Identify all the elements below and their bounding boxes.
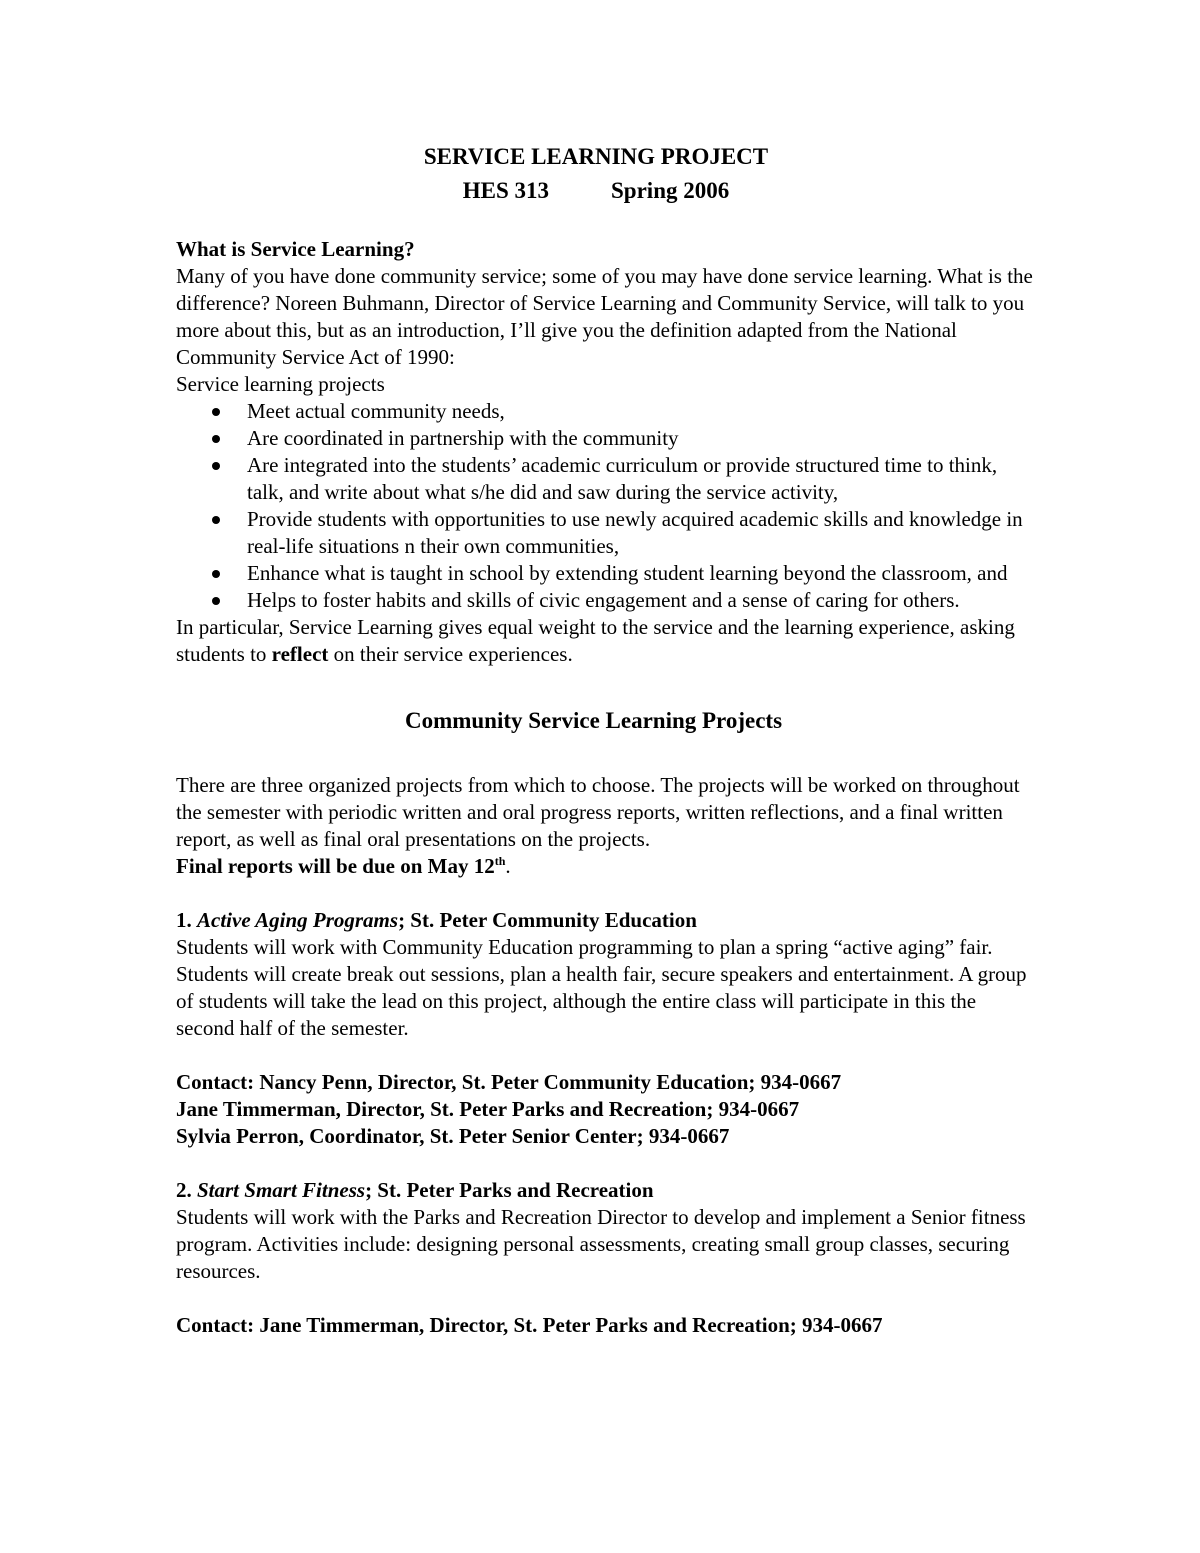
list-item-text: Are coordinated in partnership with the community <box>247 426 679 450</box>
course-term: Spring 2006 <box>611 178 730 203</box>
list-lead: Service learning projects <box>176 372 385 396</box>
bullet-icon <box>212 462 220 470</box>
document-title: SERVICE LEARNING PROJECT <box>423 144 769 169</box>
list-item <box>176 398 1036 425</box>
projects-heading: Community Service Learning Projects <box>404 708 783 733</box>
bullet-icon <box>212 408 220 416</box>
list-item <box>176 587 1036 614</box>
bullet-icon <box>212 435 220 443</box>
project-name: Start Smart Fitness <box>197 1178 366 1202</box>
project-title: 2. Start Smart Fitness; St. Peter Parks and Recreation <box>176 1178 654 1202</box>
bullet-icon <box>212 597 220 605</box>
project-description: Students will work with the Parks and Recreation Director to develop and implement a Senior fitness program. Activities include: designing personal assessments, creating small group classes, securing resources. <box>176 1205 1026 1283</box>
intro-heading: What is Service Learning? <box>176 237 415 261</box>
list-item-text: Enhance what is taught in school by extending student learning beyond the classroom, and <box>247 561 1008 585</box>
reflect-emphasis: reflect <box>271 642 329 666</box>
course-code: HES 313 <box>462 178 550 203</box>
list-item-text: Helps to foster habits and skills of civic engagement and a sense of caring for others. <box>247 588 960 612</box>
project-2 <box>176 1177 1036 1339</box>
document-page <box>176 140 1036 1339</box>
project-contact: Sylvia Perron, Coordinator, St. Peter Senior Center; 934-0667 <box>176 1124 730 1148</box>
project-contact: Contact: Nancy Penn, Director, St. Peter Community Education; 934-0667 <box>176 1070 842 1094</box>
list-item <box>176 560 1036 587</box>
list-item <box>176 452 1036 506</box>
bullet-icon <box>212 570 220 578</box>
intro-closing: In particular, Service Learning gives equal weight to the service and the learning experience, asking students to reflect on their service experiences. <box>176 615 1015 666</box>
course-line <box>156 174 1036 208</box>
title-block <box>156 140 1036 208</box>
projects-overview: There are three organized projects from which to choose. The projects will be worked on throughout the semester with periodic written and oral progress reports, written reflections, and a final written report, as well as final oral presentations on the projects. Final reports will be due on May 12th. <box>176 773 1020 878</box>
list-item-text: Meet actual community needs, <box>247 399 505 423</box>
project-name: Active Aging Programs <box>197 908 399 932</box>
due-date: Final reports will be due on May 12th <box>176 854 506 878</box>
project-description: Students will work with Community Education programming to plan a spring “active aging” fair. Students will create break out sessions, plan a health fair, secure speakers and entertainment. A group of students will take the lead on this project, although the entire class will participate in this the second half of the semester. <box>176 935 1027 1040</box>
service-learning-criteria-list <box>176 398 1036 614</box>
project-contact: Jane Timmerman, Director, St. Peter Parks and Recreation; 934-0667 <box>176 1097 800 1121</box>
project-contact: Contact: Jane Timmerman, Director, St. Peter Parks and Recreation; 934-0667 <box>176 1313 883 1337</box>
bullet-icon <box>212 516 220 524</box>
project-1 <box>176 907 1036 1150</box>
list-item <box>176 506 1036 560</box>
intro-paragraph: Many of you have done community service; some of you may have done service learning. What is the difference? Noreen Buhmann, Director of Service Learning and Community Service, will talk to you more about this, but as an introduction, I’ll give you the definition adapted from the National Community Service Act of 1990: <box>176 264 1033 369</box>
list-item-text: Are integrated into the students’ academic curriculum or provide structured time to think, talk, and write about what s/he did and saw during the service activity, <box>247 453 998 504</box>
list-item-text: Provide students with opportunities to use newly acquired academic skills and knowledge in real-life situations n their own communities, <box>247 507 1023 558</box>
list-item <box>176 425 1036 452</box>
project-title: 1. Active Aging Programs; St. Peter Community Education <box>176 908 697 932</box>
